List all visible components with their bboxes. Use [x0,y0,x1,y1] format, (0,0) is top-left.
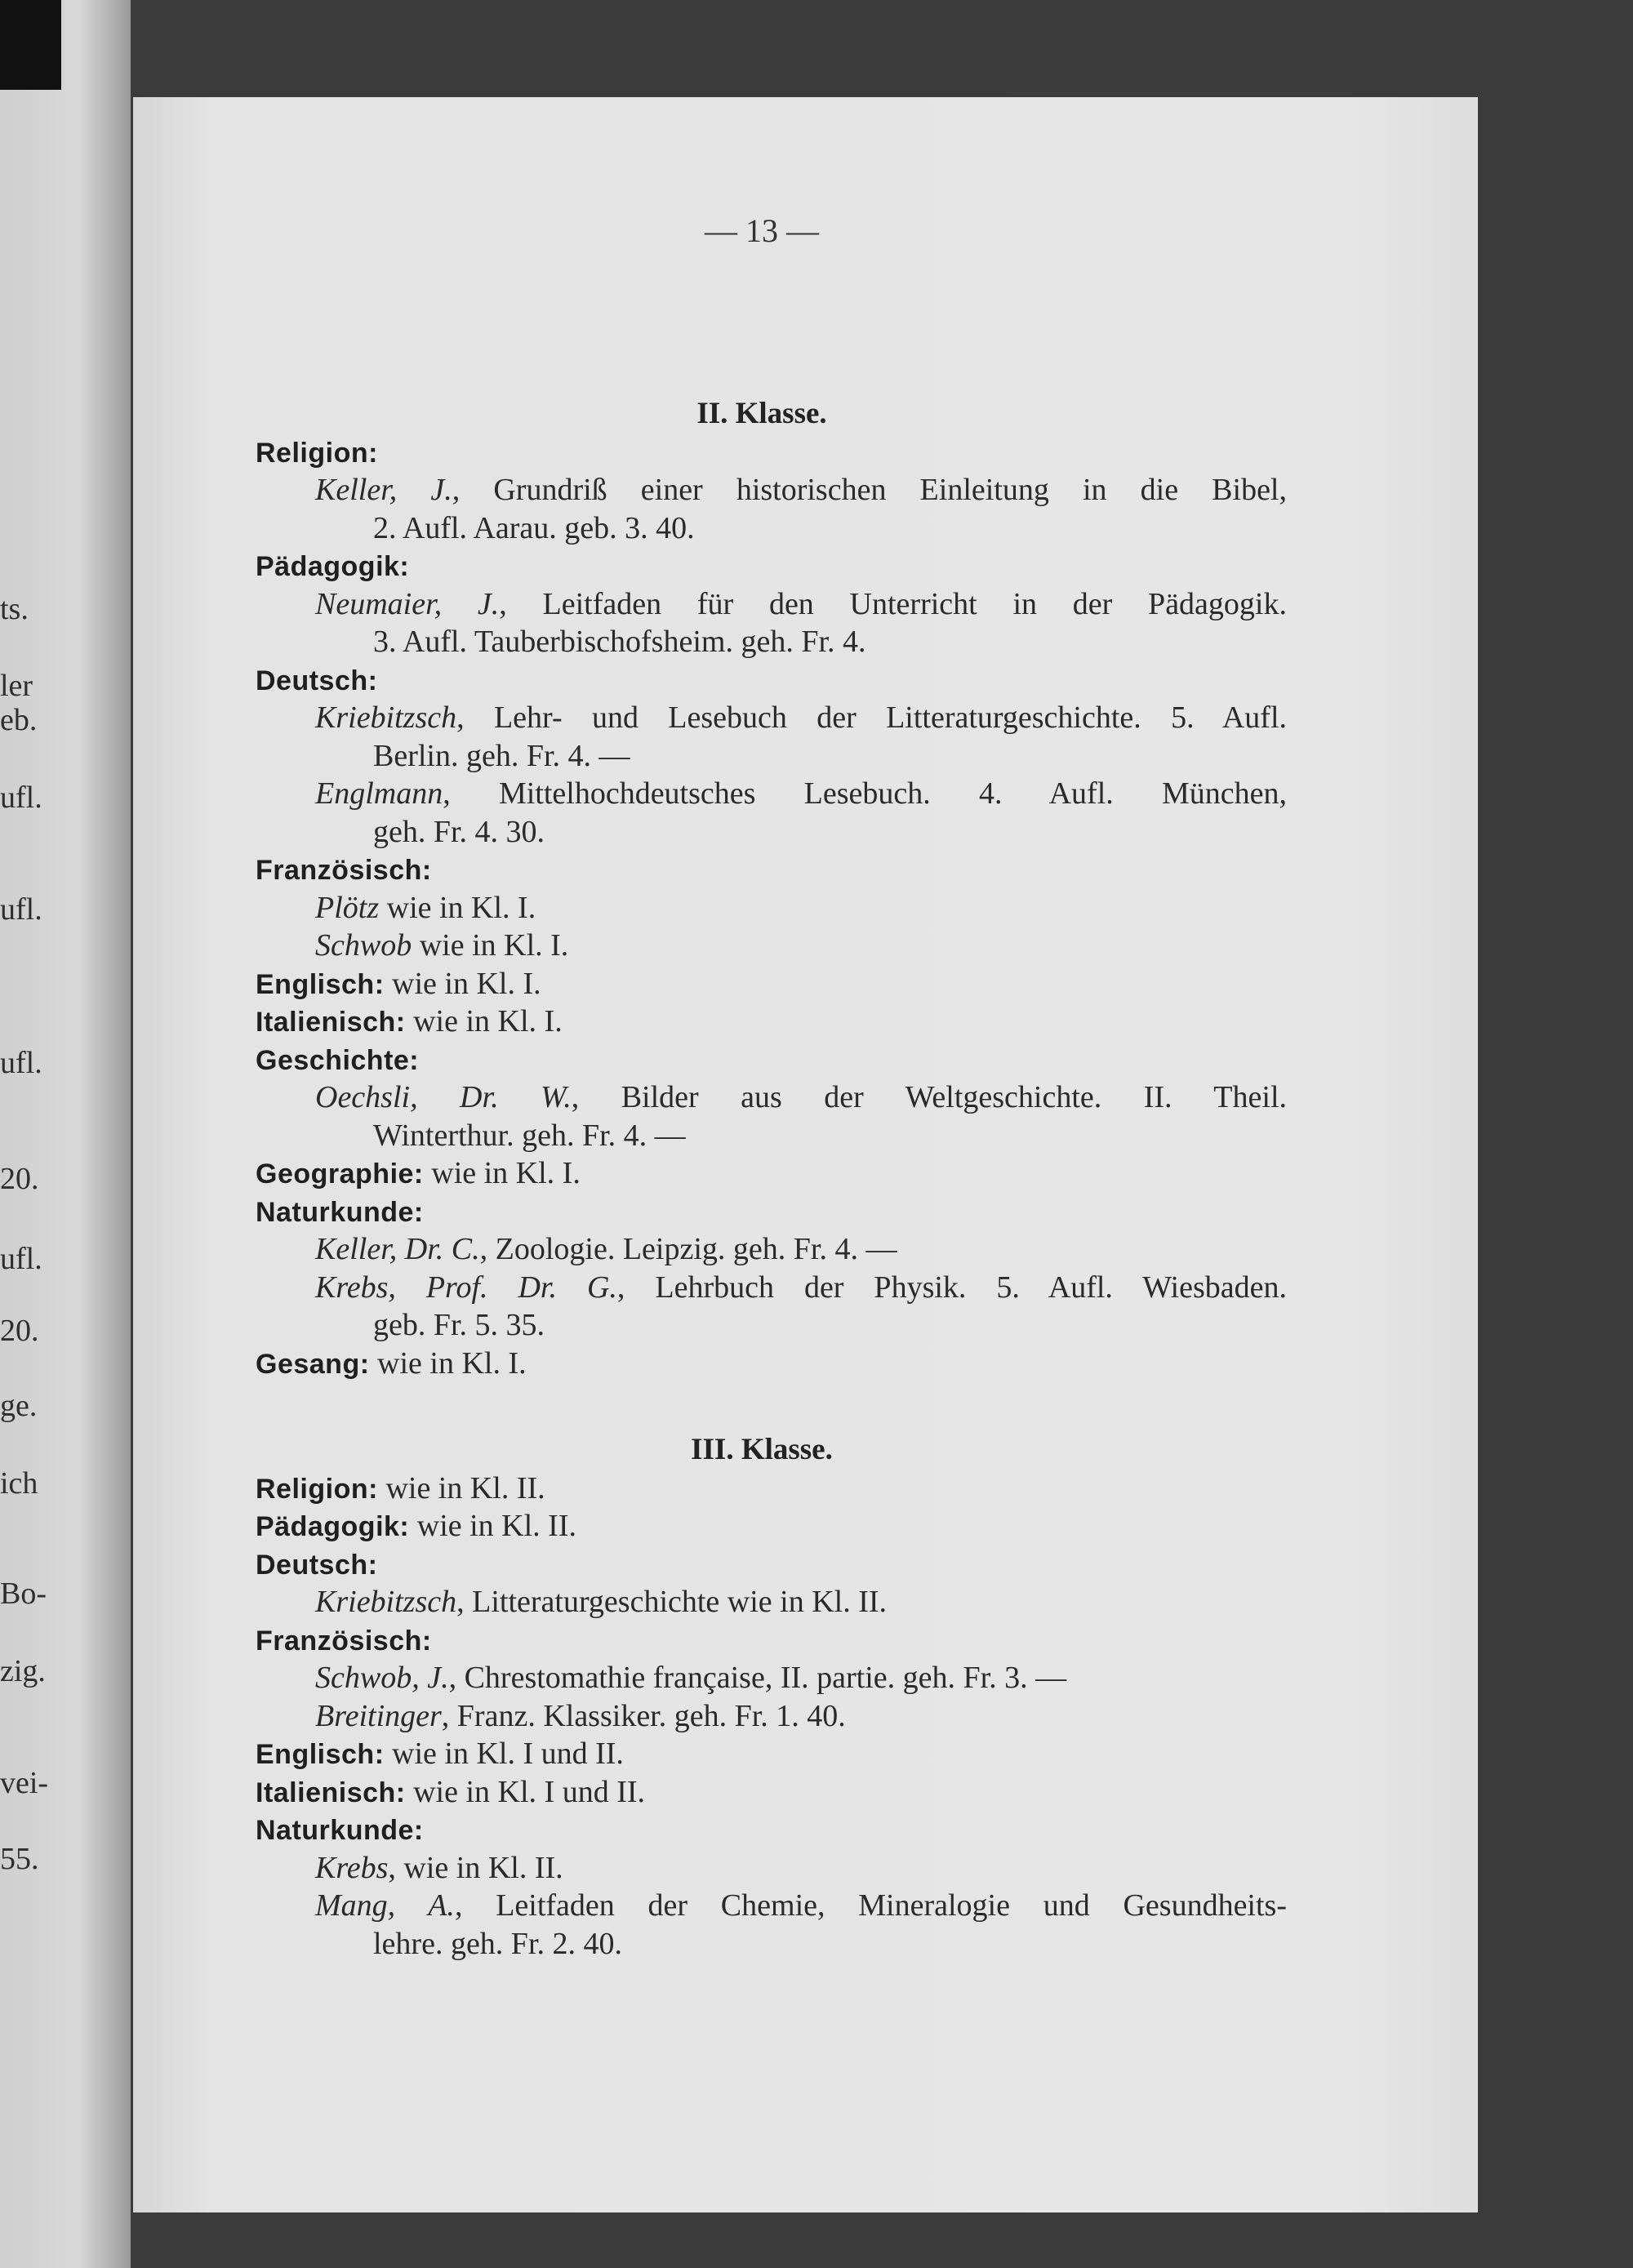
entry-text: , Grundriß einer historischen Einleitung in die Bibel, [452,473,1287,507]
book-author: Englmann [315,776,443,811]
book-author: Schwob, J. [315,1661,449,1695]
entry-text: , Leitfaden der Chemie, Mineralogie und Gesundheits- [454,1888,1287,1923]
subject-line [133,1193,1478,1231]
entry-text: wie in Kl. II. [377,1470,545,1505]
entry-text: wie in Kl. I. [384,966,541,1001]
subject-heading: Französisch: [256,855,432,886]
left-page-text-fragment: 55. [0,1842,39,1876]
scan-shadow [0,0,61,90]
section-gap [133,1382,1478,1431]
subject-line [133,1003,1478,1041]
subject-heading: Gesang: [256,1348,370,1380]
book-author: Mang, A. [315,1888,455,1923]
book-author: Keller, J. [315,473,452,507]
entry-text: , Lehrbuch der Physik. 5. Aufl. Wiesbaden. [616,1270,1287,1305]
section-title: II. Klasse. [696,397,827,430]
subject-line [133,434,1478,472]
book-author: Kriebitzsch [315,1585,457,1619]
book-entry [133,889,1287,927]
entry-text: , Zoologie. Leipzig. geh. Fr. 4. — [479,1232,897,1266]
book-entry [133,471,1287,509]
left-page-text-fragment: zig. [0,1654,46,1688]
subject-heading: Religion: [256,1473,378,1505]
subject-heading: Geographie: [256,1158,424,1190]
subject-line [133,661,1478,700]
left-page-text-fragment: Bo- [0,1576,47,1611]
entry-text: lehre. geh. Fr. 2. 40. [373,1926,623,1961]
left-page-text-fragment: eb. [0,703,38,737]
subject-line [133,965,1478,1003]
left-page-text-fragment: ufl. [0,892,42,927]
subject-heading: Naturkunde: [256,1815,424,1846]
section-title: III. Klasse. [691,1433,833,1466]
subject-heading: Geschichte: [256,1044,420,1076]
subject-heading: Französisch: [256,1625,432,1657]
subject-line [133,1470,1478,1508]
subject-line [133,1154,1478,1193]
book-entry [133,1697,1287,1736]
book-entry [133,1583,1287,1621]
book-author: Breitinger [315,1698,442,1733]
subject-heading: Naturkunde: [256,1196,424,1228]
subject-heading: Religion: [256,437,378,469]
book-entry-continuation [133,1117,1478,1155]
subject-line [133,1545,1478,1584]
entry-text: , Leitfaden für den Unterricht in der Pädagogik. [499,586,1287,621]
left-page-text-fragment: ts. [0,592,29,626]
subject-heading: Pädagogik: [256,1511,410,1542]
book-entry [133,1659,1287,1697]
book-author: Krebs, Prof. Dr. G. [315,1270,617,1305]
book-author: Schwob [315,928,412,963]
subject-heading: Italienisch: [256,1007,406,1038]
left-page-text-fragment: 20. [0,1162,39,1196]
book-page [133,97,1478,2212]
left-page-text-fragment: 20. [0,1314,39,1348]
book-author: Plötz [315,890,380,925]
book-author: Neumaier, J. [315,586,500,621]
entry-text: Berlin. geh. Fr. 4. — [373,738,630,773]
book-entry [133,699,1287,737]
book-entry [133,1269,1287,1307]
left-page-text-fragment: ufl. [0,780,42,815]
entry-text: wie in Kl. I. [412,928,569,963]
subject-line [133,547,1478,585]
book-entry-continuation [133,623,1478,661]
book-entry [133,1887,1287,1925]
book-entry-continuation [133,737,1478,776]
subject-heading: Deutsch: [256,1549,378,1581]
entry-text: wie in Kl. I. [405,1004,563,1038]
entry-text: wie in Kl. I und II. [405,1774,645,1809]
left-page-text-fragment: vei- [0,1766,49,1800]
book-author: Kriebitzsch [315,700,457,735]
entry-text: wie in Kl. II. [409,1509,576,1543]
book-entry-continuation [133,813,1478,852]
book-entry-continuation [133,1925,1478,1963]
left-page-text-fragment: ler [0,669,33,703]
entry-text: , Lehr- und Lesebuch der Litteraturgeschichte. 5. Aufl. [456,700,1287,735]
subject-line [133,1345,1478,1383]
subject-line [133,1735,1478,1773]
subject-heading: Deutsch: [256,665,378,696]
book-entry [133,927,1287,965]
subject-line [133,1621,1478,1660]
left-page-text-fragment: ufl. [0,1046,42,1080]
subject-line [133,1507,1478,1545]
book-entry [133,1078,1287,1117]
entry-text: 3. Aufl. Tauberbischofsheim. geh. Fr. 4. [373,625,866,659]
book-entry [133,585,1287,624]
book-entry [133,1849,1287,1888]
entry-text: , wie in Kl. II. [388,1850,563,1885]
entry-text: , Chrestomathie française, II. partie. geh. Fr. 3. — [448,1661,1067,1695]
subject-heading: Italienisch: [256,1777,406,1808]
subject-heading: Englisch: [256,968,385,1000]
book-author: Keller, Dr. C. [315,1232,480,1266]
entry-text: wie in Kl. I und II. [384,1737,624,1771]
entry-text: , Bilder aus der Weltgeschichte. II. Theil. [571,1080,1288,1114]
entry-text: wie in Kl. I. [369,1345,527,1381]
left-page-text-fragment: ich [0,1466,38,1501]
book-entry-continuation [133,509,1478,548]
entry-text: 2. Aufl. Aarau. geb. 3. 40. [373,510,695,545]
book-entry [133,1230,1287,1269]
left-page-text-fragment: ufl. [0,1242,42,1276]
subject-line [133,1773,1478,1812]
subject-line [133,1811,1478,1849]
left-page-text-fragment: ge. [0,1389,38,1423]
book-entry-continuation [133,1306,1478,1345]
subject-line [133,851,1478,889]
entry-text: , Litteraturgeschichte wie in Kl. II. [456,1585,888,1619]
entry-text: wie in Kl. I. [379,890,536,925]
page-body [133,395,1478,1963]
entry-text: geh. Fr. 4. 30. [373,814,545,849]
subject-line [133,1041,1478,1079]
book-author: Oechsli, Dr. W. [315,1080,572,1114]
book-entry [133,775,1287,813]
book-author: Krebs [315,1850,389,1885]
entry-text: geb. Fr. 5. 35. [373,1308,545,1342]
page-number: — 13 — [705,212,819,249]
subject-heading: Englisch: [256,1739,385,1770]
subject-heading: Pädagogik: [256,551,410,582]
entry-text: , Franz. Klassiker. geh. Fr. 1. 40. [441,1698,846,1733]
entry-text: , Mittelhochdeutsches Lesebuch. 4. Aufl. München, [443,776,1287,811]
entry-text: Winterthur. geh. Fr. 4. — [373,1118,686,1153]
entry-text: wie in Kl. I. [423,1156,581,1190]
facing-left-page [0,0,131,2268]
